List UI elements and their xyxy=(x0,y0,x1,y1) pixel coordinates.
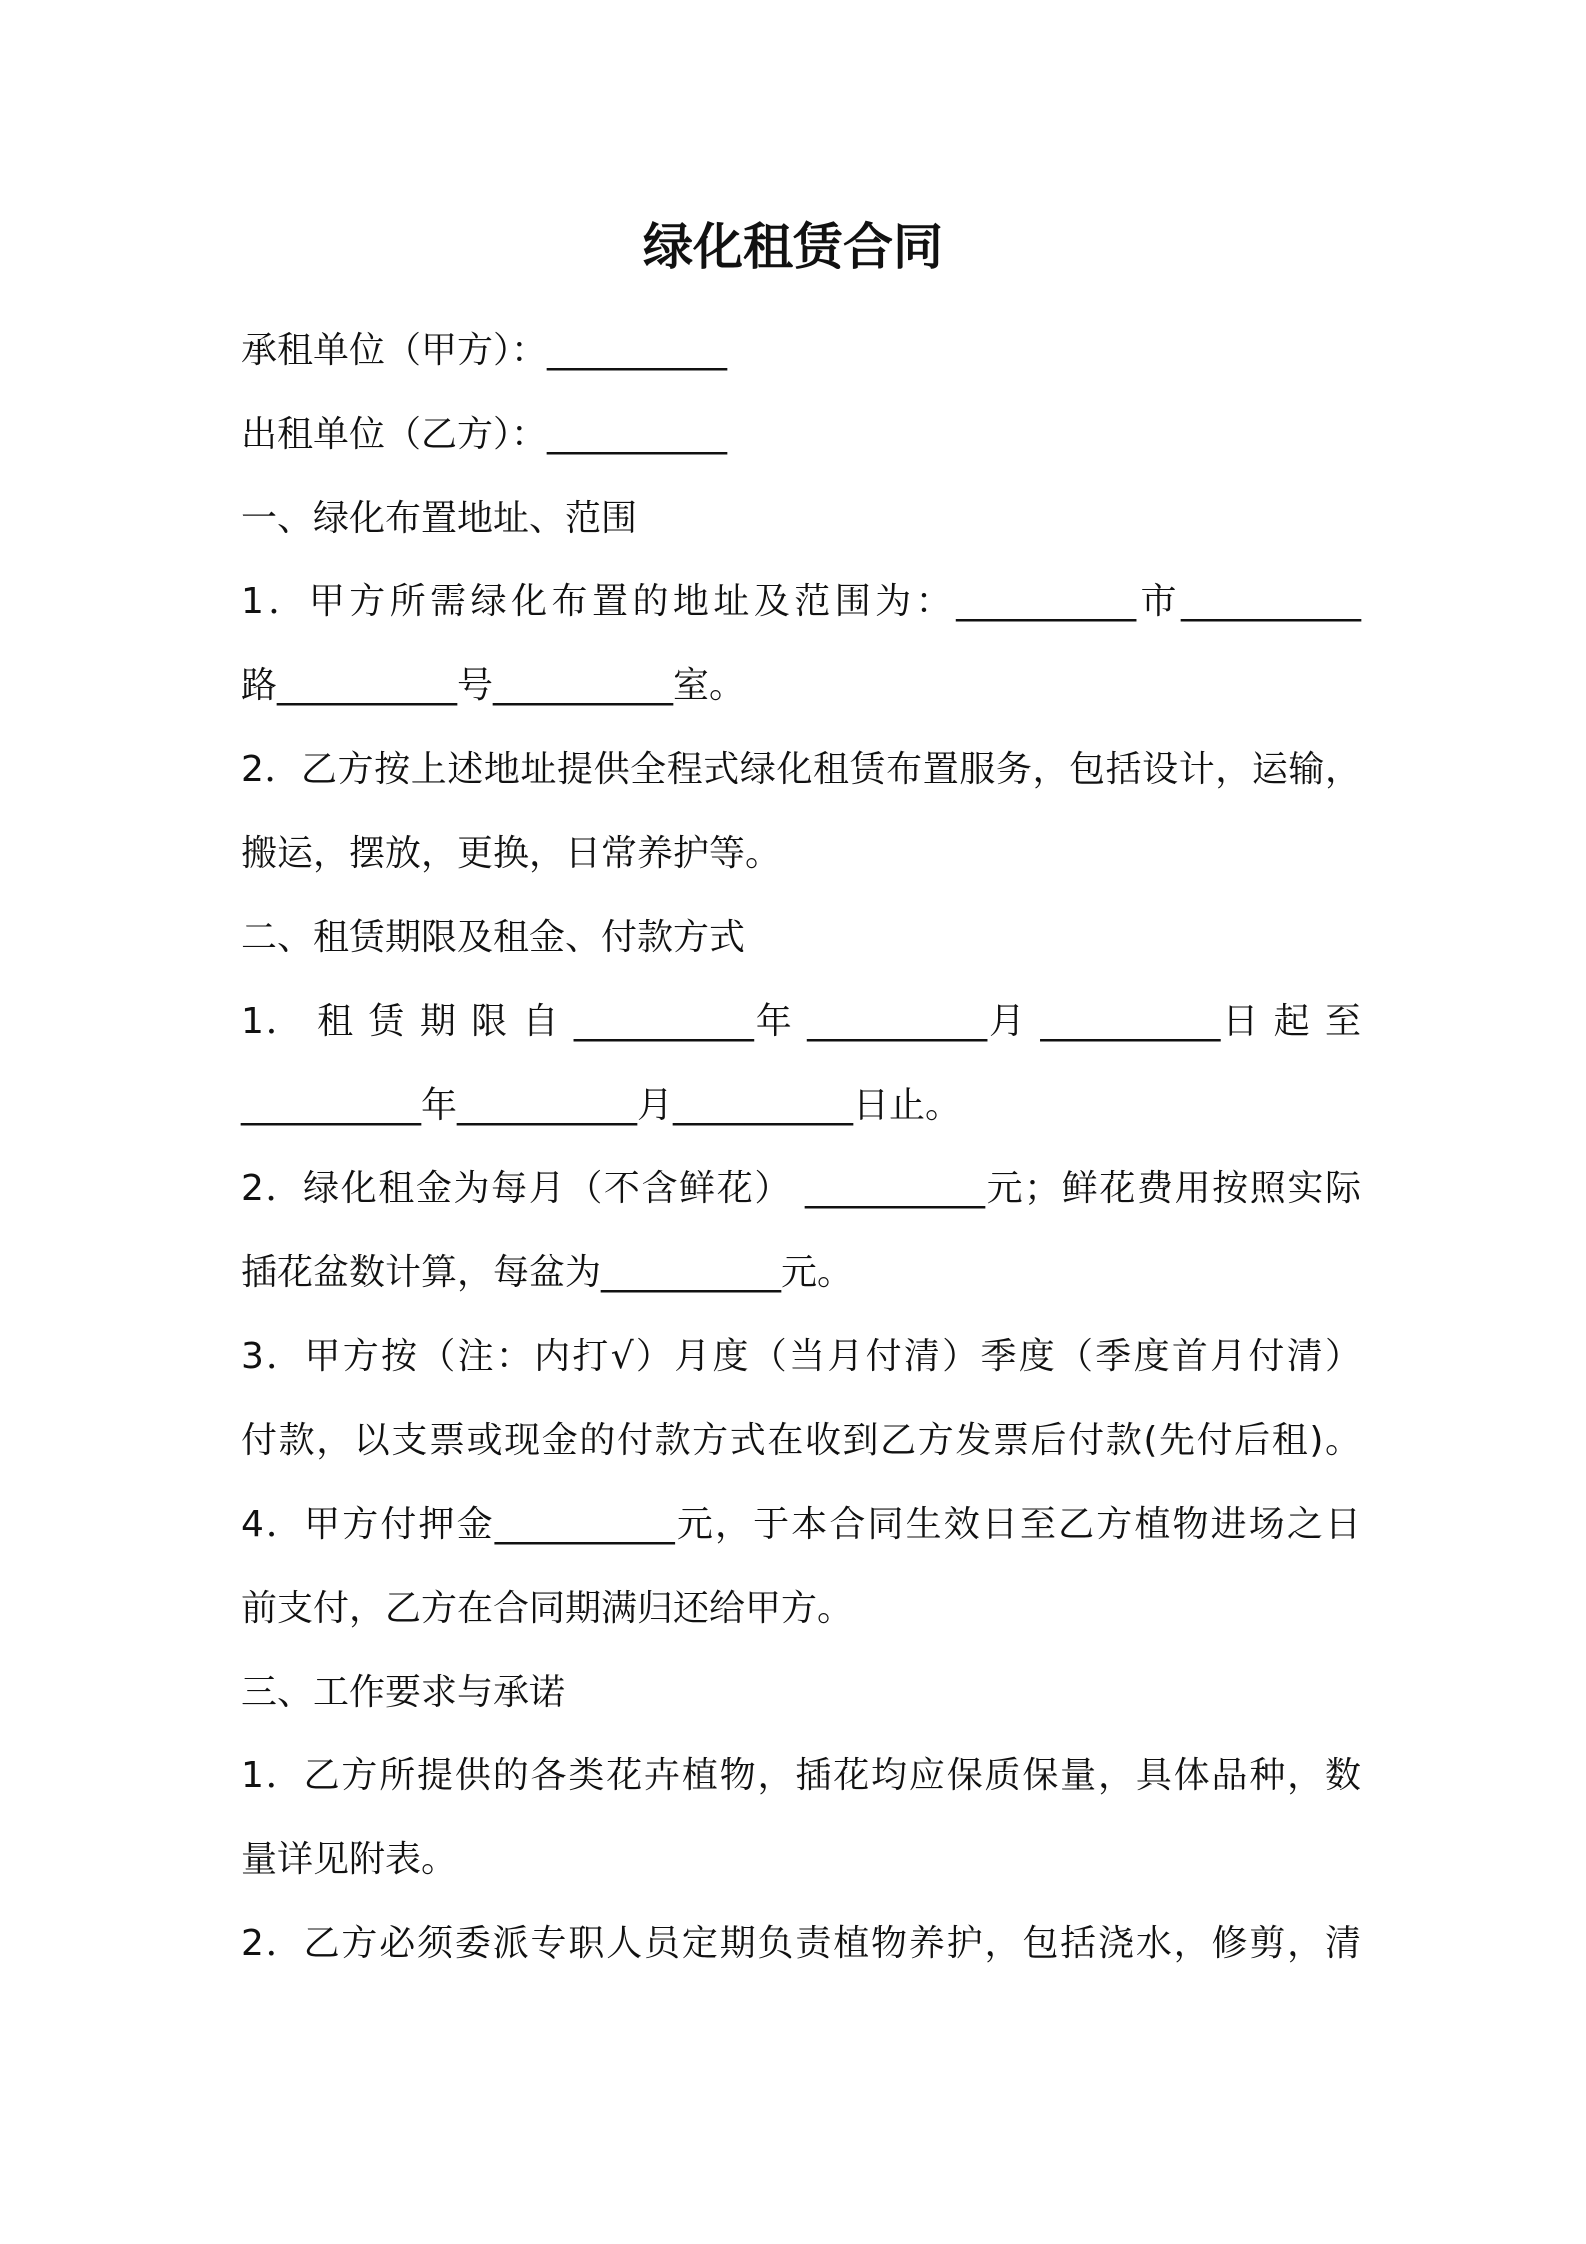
clause-2-1-line-1: 1． 租 赁 期 限 自 __________年 __________月 __________日 起 至 xyxy=(241,1001,1361,1042)
document-title: 绿化租赁合同 xyxy=(643,218,943,276)
clause-3-1-line-1: 1．乙方所提供的各类花卉植物，插花均应保质保量，具体品种，数 xyxy=(241,1755,1361,1796)
clause-2-3-line-2: 付款，以支票或现金的付款方式在收到乙方发票后付款(先付后租)。 xyxy=(241,1420,1361,1461)
section-heading-3: 三、工作要求与承诺 xyxy=(241,1672,566,1713)
clause-3-1-line-2: 量详见附表。 xyxy=(241,1839,458,1880)
clause-1-1-line-2: 路__________号__________室。 xyxy=(241,665,746,706)
clause-1-1-line-1: 1．甲方所需绿化布置的地址及范围为：__________市__________ xyxy=(241,581,1361,622)
lessor-line: 出租单位（乙方）：__________ xyxy=(241,414,728,455)
clause-2-2-line-2: 插花盆数计算，每盆为__________元。 xyxy=(241,1252,854,1293)
section-heading-1: 一、绿化布置地址、范围 xyxy=(241,498,638,539)
clause-2-4-line-1: 4．甲方付押金__________元，于本合同生效日至乙方植物进场之日 xyxy=(241,1504,1361,1545)
clause-1-2-line-1: 2．乙方按上述地址提供全程式绿化租赁布置服务，包括设计，运输， xyxy=(241,749,1361,790)
lessee-line: 承租单位（甲方）：__________ xyxy=(241,330,728,371)
clause-3-2-line-1: 2．乙方必须委派专职人员定期负责植物养护，包括浇水，修剪，清 xyxy=(241,1923,1361,1964)
clause-2-3-line-1: 3．甲方按（注：内打√）月度（当月付清）季度（季度首月付清） xyxy=(241,1336,1361,1377)
clause-2-2-line-1: 2．绿化租金为每月（不含鲜花） __________元；鲜花费用按照实际 xyxy=(241,1168,1361,1209)
clause-2-4-line-2: 前支付，乙方在合同期满归还给甲方。 xyxy=(241,1588,854,1629)
clause-1-2-line-2: 搬运，摆放，更换，日常养护等。 xyxy=(241,833,782,874)
clause-2-1-line-2: __________年__________月__________日止。 xyxy=(241,1085,962,1126)
section-heading-2: 二、租赁期限及租金、付款方式 xyxy=(241,917,746,958)
